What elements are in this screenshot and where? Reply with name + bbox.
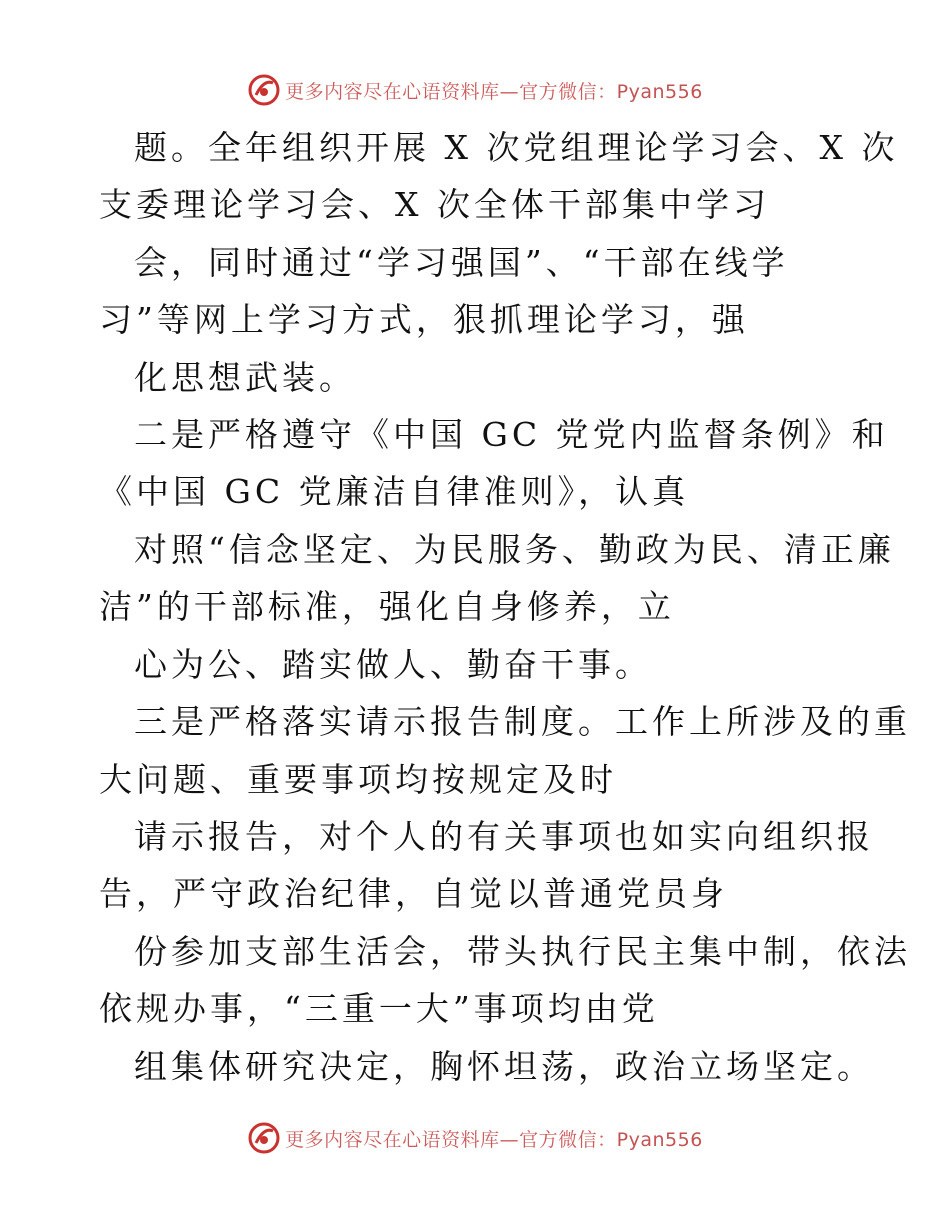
footer-wechat-handle: Pyan556 [616, 1128, 703, 1151]
text-line: 《中国 GC 党廉洁自律准则》，认真 [99, 472, 690, 511]
text-line: 告，严守政治纪律，自觉以普通党员身 [99, 874, 728, 913]
text-line: 三是严格落实请示报告制度。工作上所涉及的重 [134, 702, 911, 741]
text-line: 化思想武装。 [134, 358, 356, 397]
brand-logo-icon [247, 1121, 281, 1155]
text-line: 洁”的干部标准，强化自身修养，立 [99, 587, 675, 626]
header-wechat-handle: Pyan556 [616, 80, 703, 103]
text-line: 支委理论学习会、X 次全体干部集中学习 [99, 185, 770, 224]
text-line: 份参加支部生活会，带头执行民主集中制，依法 [134, 932, 911, 971]
text-line: 二是严格遵守《中国 GC 党党内监督条例》和 [134, 415, 889, 454]
text-line: 题。全年组织开展 X 次党组理论学习会、X 次 [134, 128, 899, 167]
text-line: 依规办事，“三重一大”事项均由党 [99, 989, 659, 1028]
text-line: 请示报告，对个人的有关事项也如实向组织报 [134, 817, 874, 856]
text-line: 对照“信念坚定、为民服务、勤政为民、清正廉 [134, 530, 895, 569]
text-line: 会，同时通过“学习强国”、“干部在线学 [134, 243, 789, 282]
text-line: 习”等网上学习方式，狠抓理论学习，强 [99, 300, 749, 339]
header-watermark-text: 更多内容尽在心语资料库—官方微信：Pyan556 [285, 80, 703, 103]
footer-watermark-text: 更多内容尽在心语资料库—官方微信：Pyan556 [285, 1128, 703, 1151]
text-line: 心为公、踏实做人、勤奋干事。 [134, 645, 652, 684]
text-line: 大问题、重要事项均按规定及时 [99, 760, 617, 799]
footer-watermark-banner [0, 1118, 950, 1158]
text-line: 组集体研究决定，胸怀坦荡，政治立场坚定。 [134, 1047, 874, 1086]
